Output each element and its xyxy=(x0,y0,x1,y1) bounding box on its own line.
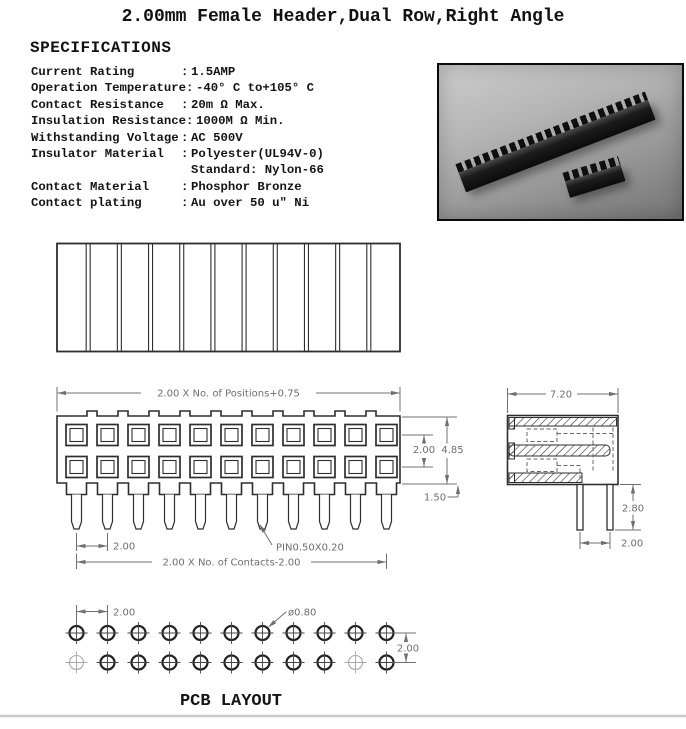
dimension-arrow xyxy=(77,544,86,548)
spec-separator: : xyxy=(181,196,189,211)
dimension-arrow xyxy=(422,458,426,467)
top-view-drawing xyxy=(57,244,400,352)
pin xyxy=(165,495,175,530)
spec-separator: : xyxy=(181,97,189,112)
contact-square xyxy=(221,457,242,478)
dim-label-hole-row-pitch: 2.00 xyxy=(396,643,420,655)
dimension-arrow xyxy=(404,654,408,663)
dimension-arrow xyxy=(404,633,408,642)
contact-square xyxy=(314,457,335,478)
spec-separator: : xyxy=(185,114,194,129)
pin xyxy=(607,485,613,531)
hatched-top-wall xyxy=(509,418,617,427)
dim-label-side-pin-spacing: 2.00 xyxy=(621,538,644,550)
side-view-drawing xyxy=(508,388,645,549)
spec-label: Contact plating xyxy=(31,196,142,211)
contact-square xyxy=(283,425,304,446)
dimension-arrow xyxy=(508,392,517,396)
dim-label-bottom-width: 2.00 X No. of Contacts-2.00 xyxy=(162,557,301,569)
dim-label-standoff: 1.50 xyxy=(423,492,447,504)
spec-separator: : xyxy=(181,65,189,79)
contact-square xyxy=(252,425,273,446)
dimension-arrow xyxy=(378,560,387,564)
dim-label-top-width: 2.00 X No. of Positions+0.75 xyxy=(157,388,300,400)
dim-label-side-width: 7.20 xyxy=(549,389,573,401)
contact-square xyxy=(159,457,180,478)
pin xyxy=(72,495,82,530)
spec-label: Contact Material xyxy=(31,179,150,194)
spec-separator: : xyxy=(181,147,189,162)
spec-value: Polyester(UL94V-0) xyxy=(191,147,324,162)
dimension-arrow xyxy=(99,544,108,548)
dimension-arrow xyxy=(391,391,400,395)
spec-separator: : xyxy=(185,81,194,96)
dimension-arrow xyxy=(422,435,426,444)
hatched-bottom-wall xyxy=(509,473,582,483)
dim-label-pin-pitch: 2.00 xyxy=(113,541,136,553)
contact-square xyxy=(283,457,304,478)
spec-separator: : xyxy=(181,179,189,194)
pcb-layout-caption: PCB LAYOUT xyxy=(179,692,283,711)
pin xyxy=(258,495,268,530)
spec-value: Au over 50 u" Ni xyxy=(191,196,310,211)
dim-label-body-height: 4.85 xyxy=(441,445,464,456)
contact-square xyxy=(128,457,149,478)
top-view-outline xyxy=(57,244,400,352)
pin xyxy=(351,495,361,530)
spec-label: Withstanding Voltage xyxy=(31,130,179,145)
dimension-arrow xyxy=(77,609,86,613)
spec-value: 1.5AMP xyxy=(191,65,236,79)
spec-value: Phosphor Bronze xyxy=(191,179,302,194)
dim-label-row-pitch: 2.00 xyxy=(412,445,436,456)
contact-square xyxy=(66,457,87,478)
spec-label: Operation Temperature xyxy=(31,81,186,96)
contact-square xyxy=(376,425,397,446)
contact-square xyxy=(345,457,366,478)
pin xyxy=(227,495,237,530)
dimension-arrow xyxy=(77,560,86,564)
dimension-arrow xyxy=(631,485,635,494)
pin xyxy=(134,495,144,530)
dimension-arrow xyxy=(580,541,589,545)
contact-square xyxy=(159,425,180,446)
dim-label-pin-size: PIN0.50X0.20 xyxy=(276,542,344,554)
contact-square xyxy=(66,425,87,446)
dimension-arrow xyxy=(609,392,618,396)
contact-square xyxy=(345,425,366,446)
spec-label: Contact Resistance xyxy=(31,97,164,112)
hatched-left-wall xyxy=(509,418,515,430)
hatched-center-tongue xyxy=(509,445,610,456)
spec-value: 20m Ω Max. xyxy=(191,97,265,112)
spec-separator: : xyxy=(181,130,189,145)
contact-square xyxy=(376,457,397,478)
pin xyxy=(382,495,392,530)
dimension-arrow xyxy=(445,417,449,426)
contact-square xyxy=(190,457,211,478)
contact-square xyxy=(252,457,273,478)
spec-label: Insulation Resistance xyxy=(31,114,186,129)
page-title: 2.00mm Female Header,Dual Row,Right Angle xyxy=(121,7,565,27)
dimension-arrow xyxy=(631,521,635,530)
dim-label-hole-diameter: ø0.80 xyxy=(288,607,317,619)
spec-value: AC 500V xyxy=(191,130,243,145)
spec-label: Current Rating xyxy=(31,65,135,79)
dimension-arrow xyxy=(57,391,66,395)
dimension-arrow xyxy=(99,609,108,613)
dim-label-hole-pitch: 2.00 xyxy=(113,607,136,619)
specifications-heading: SPECIFICATIONS xyxy=(30,39,172,57)
dimension-arrow xyxy=(445,475,449,484)
contact-square xyxy=(97,425,118,446)
dimension-arrow xyxy=(601,541,610,545)
front-body-outline xyxy=(57,411,400,495)
pin xyxy=(577,485,583,531)
contact-square xyxy=(190,425,211,446)
spec-value: 1000M Ω Min. xyxy=(195,114,285,129)
dim-label-pin-length: 2.80 xyxy=(621,503,645,515)
spec-value: -40° C to+105° C xyxy=(195,81,315,96)
pin xyxy=(320,495,330,530)
spec-label: Insulator Material xyxy=(31,147,164,162)
pin xyxy=(196,495,206,530)
contact-square xyxy=(314,425,335,446)
pin xyxy=(289,495,299,530)
spec-value: Standard: Nylon-66 xyxy=(191,163,324,178)
dimension-arrow xyxy=(456,485,460,494)
contact-square xyxy=(221,425,242,446)
contact-square xyxy=(128,425,149,446)
pin xyxy=(103,495,113,530)
contact-square xyxy=(97,457,118,478)
